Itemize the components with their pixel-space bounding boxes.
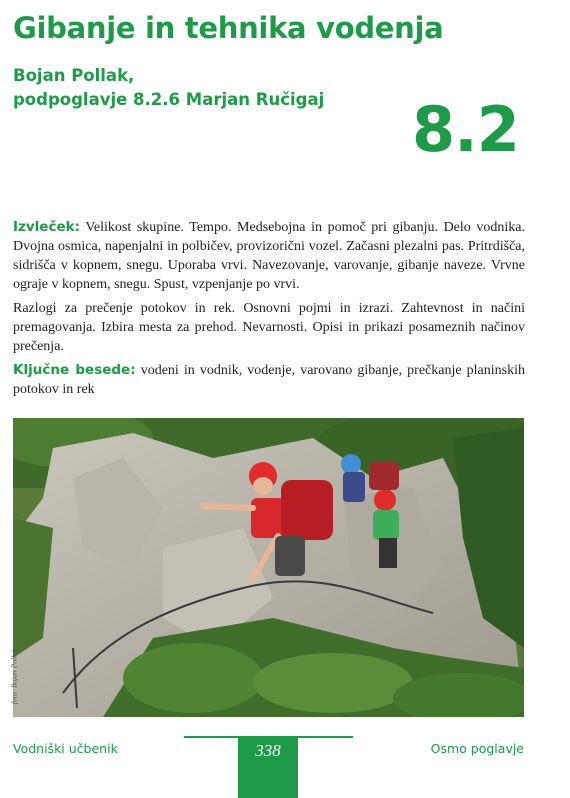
climbing-photo	[13, 418, 524, 717]
abstract-text-1: Velikost skupine. Tempo. Medsebojna in pomoč pri gibanju. Delo vodnika. Dvojna osmica, napenjalni in polbičev, provizorični vozel. Začasni plezalni pas. Pritrdišča, sidrišča v kopnem, snegu. Uporaba vrvi. Navezovanje, varovanje, gibanje naveze. Vrvne ograje v kopnem, snegu. Spust, vzpenjanje po vrvi.	[13, 220, 525, 292]
abstract-section	[13, 218, 525, 404]
abstract-paragraph-2: Razlogi za prečenje potokov in rek. Osnovni pojmi in izrazi. Zahtevnost in načini premagovanja. Izbira mesta za prehod. Nevarnosti. Opisi in prikazi posameznih načinov prečenja.	[13, 301, 525, 354]
chapter-number: 8.2	[412, 93, 519, 166]
keywords-label: Ključne besede:	[13, 362, 136, 378]
abstract-paragraph-1	[13, 218, 525, 294]
abstract-label: Izvleček:	[13, 219, 80, 235]
keywords-paragraph	[13, 361, 525, 399]
page-title: Gibanje in tehnika vodenja	[13, 11, 444, 45]
author-line-2: podpoglavje 8.2.6 Marjan Ručigaj	[13, 90, 325, 109]
photo-illustration	[13, 418, 524, 717]
author-block	[13, 64, 324, 112]
footer-chapter-title: Osmo poglavje	[430, 741, 524, 756]
keywords-text: vodeni in vodnik, vodenje, varovano gibanje, prečkanje planinskih potokov in rek	[13, 363, 525, 397]
photo-credit: foto: Bojan Pollak	[9, 648, 19, 705]
page-number: 338	[238, 738, 298, 798]
author-line-1: Bojan Pollak,	[13, 66, 135, 85]
footer-book-title: Vodniški učbenik	[13, 741, 118, 756]
